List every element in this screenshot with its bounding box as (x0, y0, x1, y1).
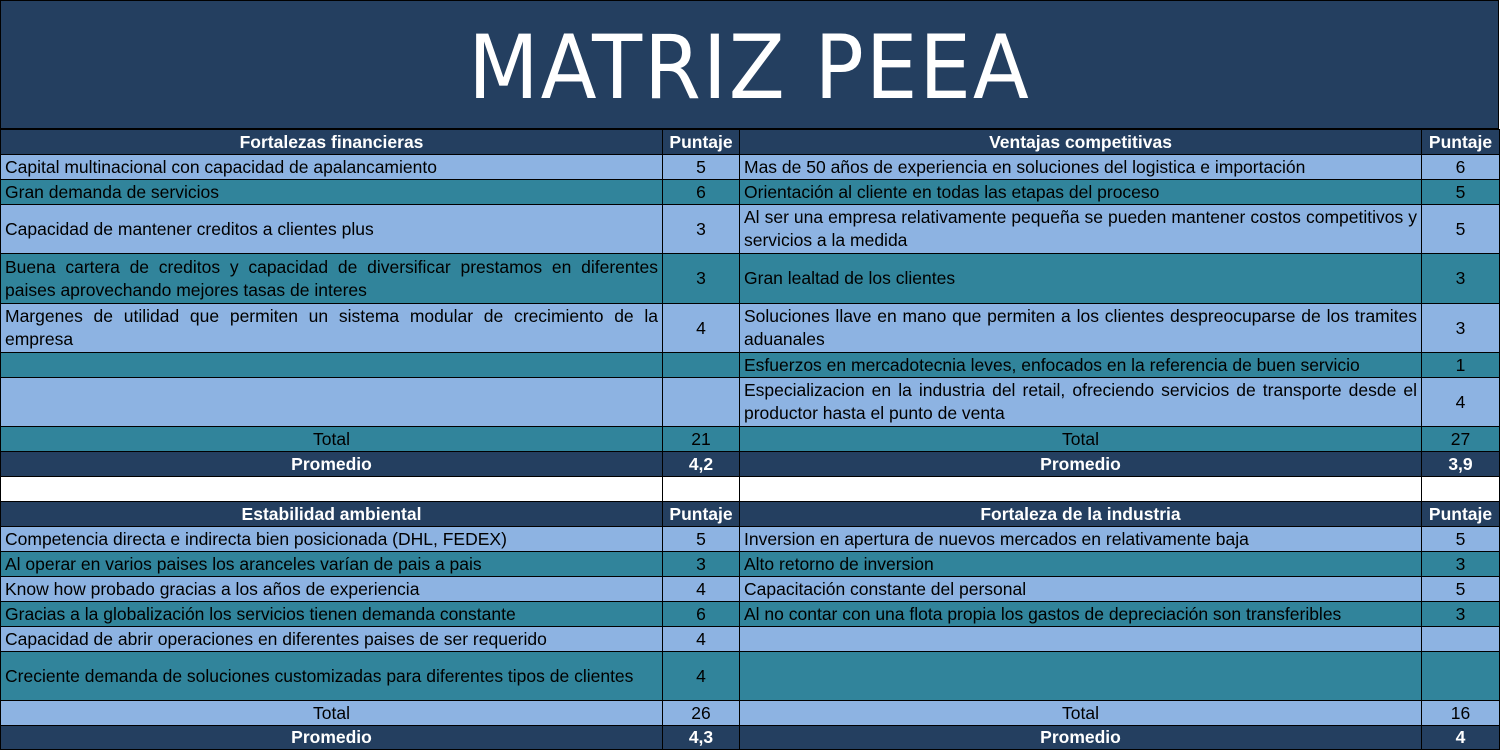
row-score: 5 (1422, 205, 1500, 254)
row-description: Capital multinacional con capacidad de apalancamiento (1, 155, 663, 180)
row-score: 6 (1422, 155, 1500, 180)
table-row (1, 552, 1500, 577)
row-score: 6 (663, 180, 740, 205)
row-score (1422, 652, 1500, 701)
total-label: Total (740, 427, 1422, 452)
average-value: 4,2 (663, 452, 740, 477)
total-value: 27 (1422, 427, 1500, 452)
row-description (1, 353, 663, 378)
row-score: 5 (1422, 577, 1500, 602)
score-header: Puntaje (663, 130, 740, 155)
table-row (1, 353, 1500, 378)
table-row (1, 627, 1500, 652)
average-label: Promedio (1, 452, 663, 477)
row-description: Gran lealtad de los clientes (740, 254, 1422, 304)
row-description: Especializacion en la industria del retail, ofreciendo servicios de transporte desde el productor hasta el punto de venta (740, 378, 1422, 427)
score-header: Puntaje (1422, 130, 1500, 155)
table-row (1, 652, 1500, 701)
section-header-fortalezas-financieras: Fortalezas financieras (1, 130, 663, 155)
row-description: Al ser una empresa relativamente pequeña se pueden mantener costos competitivos y servicios a la medida (740, 205, 1422, 254)
row-description: Know how probado gracias a los años de experiencia (1, 577, 663, 602)
row-score: 3 (663, 254, 740, 304)
page-title: MATRIZ PEEA (468, 16, 1031, 119)
row-description: Gran demanda de servicios (1, 180, 663, 205)
average-label: Promedio (1, 726, 663, 750)
row-score (1422, 627, 1500, 652)
total-label: Total (740, 701, 1422, 726)
row-score: 5 (1422, 527, 1500, 552)
row-score: 3 (1422, 254, 1500, 304)
average-label: Promedio (740, 726, 1422, 750)
row-description: Al no contar con una flota propia los gastos de depreciación son transferibles (740, 602, 1422, 627)
peea-table (0, 129, 1500, 750)
row-score: 4 (663, 577, 740, 602)
header-row (1, 502, 1500, 527)
row-score: 3 (663, 205, 740, 254)
total-label: Total (1, 701, 663, 726)
score-header: Puntaje (1422, 502, 1500, 527)
spacer-cell (663, 477, 740, 502)
row-score: 4 (663, 304, 740, 353)
table-row (1, 254, 1500, 304)
average-value: 4,3 (663, 726, 740, 750)
row-description (740, 627, 1422, 652)
row-score: 3 (663, 552, 740, 577)
row-description: Alto retorno de inversion (740, 552, 1422, 577)
score-header: Puntaje (663, 502, 740, 527)
spacer-cell (740, 477, 1422, 502)
table-row (1, 527, 1500, 552)
table-row (1, 205, 1500, 254)
table-row (1, 304, 1500, 353)
average-value: 3,9 (1422, 452, 1500, 477)
table-row (1, 180, 1500, 205)
row-description: Capacidad de abrir operaciones en diferentes paises de ser requerido (1, 627, 663, 652)
row-score: 1 (1422, 353, 1500, 378)
total-value: 16 (1422, 701, 1500, 726)
row-description (1, 378, 663, 427)
row-description: Capacidad de mantener creditos a clientes plus (1, 205, 663, 254)
table-row (1, 577, 1500, 602)
row-score (663, 378, 740, 427)
row-description: Esfuerzos en mercadotecnia leves, enfocados en la referencia de buen servicio (740, 353, 1422, 378)
row-description: Creciente demanda de soluciones customizadas para diferentes tipos de clientes (1, 652, 663, 701)
row-score: 4 (1422, 378, 1500, 427)
table-row (1, 378, 1500, 427)
total-row (1, 701, 1500, 726)
row-score: 6 (663, 602, 740, 627)
row-description: Buena cartera de creditos y capacidad de diversificar prestamos en diferentes paises aprovechando mejores tasas de interes (1, 254, 663, 304)
table-row (1, 602, 1500, 627)
spacer-row (1, 477, 1500, 502)
total-row (1, 427, 1500, 452)
row-score: 3 (1422, 304, 1500, 353)
row-score: 5 (663, 527, 740, 552)
row-score (663, 353, 740, 378)
row-score: 3 (1422, 552, 1500, 577)
row-description: Competencia directa e indirecta bien posicionada (DHL, FEDEX) (1, 527, 663, 552)
average-value: 4 (1422, 726, 1500, 750)
average-row (1, 726, 1500, 750)
table-row (1, 155, 1500, 180)
total-value: 26 (663, 701, 740, 726)
row-description: Soluciones llave en mano que permiten a los clientes despreocuparse de los tramites aduanales (740, 304, 1422, 353)
section-header-ventajas-competitivas: Ventajas competitivas (740, 130, 1422, 155)
average-row (1, 452, 1500, 477)
row-description: Orientación al cliente en todas las etapas del proceso (740, 180, 1422, 205)
row-score: 4 (663, 627, 740, 652)
row-description: Margenes de utilidad que permiten un sistema modular de crecimiento de la empresa (1, 304, 663, 353)
row-score: 5 (1422, 180, 1500, 205)
spacer-cell (1, 477, 663, 502)
average-label: Promedio (740, 452, 1422, 477)
row-description (740, 652, 1422, 701)
row-description: Mas de 50 años de experiencia en soluciones del logistica e importación (740, 155, 1422, 180)
total-label: Total (1, 427, 663, 452)
row-description: Al operar en varios paises los aranceles varían de pais a pais (1, 552, 663, 577)
row-description: Capacitación constante del personal (740, 577, 1422, 602)
section-header-fortaleza-industria: Fortaleza de la industria (740, 502, 1422, 527)
section-header-estabilidad-ambiental: Estabilidad ambiental (1, 502, 663, 527)
header-row (1, 130, 1500, 155)
total-value: 21 (663, 427, 740, 452)
spacer-cell (1422, 477, 1500, 502)
row-score: 4 (663, 652, 740, 701)
row-description: Gracias a la globalización los servicios tienen demanda constante (1, 602, 663, 627)
row-description: Inversion en apertura de nuevos mercados en relativamente baja (740, 527, 1422, 552)
title-band (0, 0, 1499, 129)
row-score: 3 (1422, 602, 1500, 627)
row-score: 5 (663, 155, 740, 180)
